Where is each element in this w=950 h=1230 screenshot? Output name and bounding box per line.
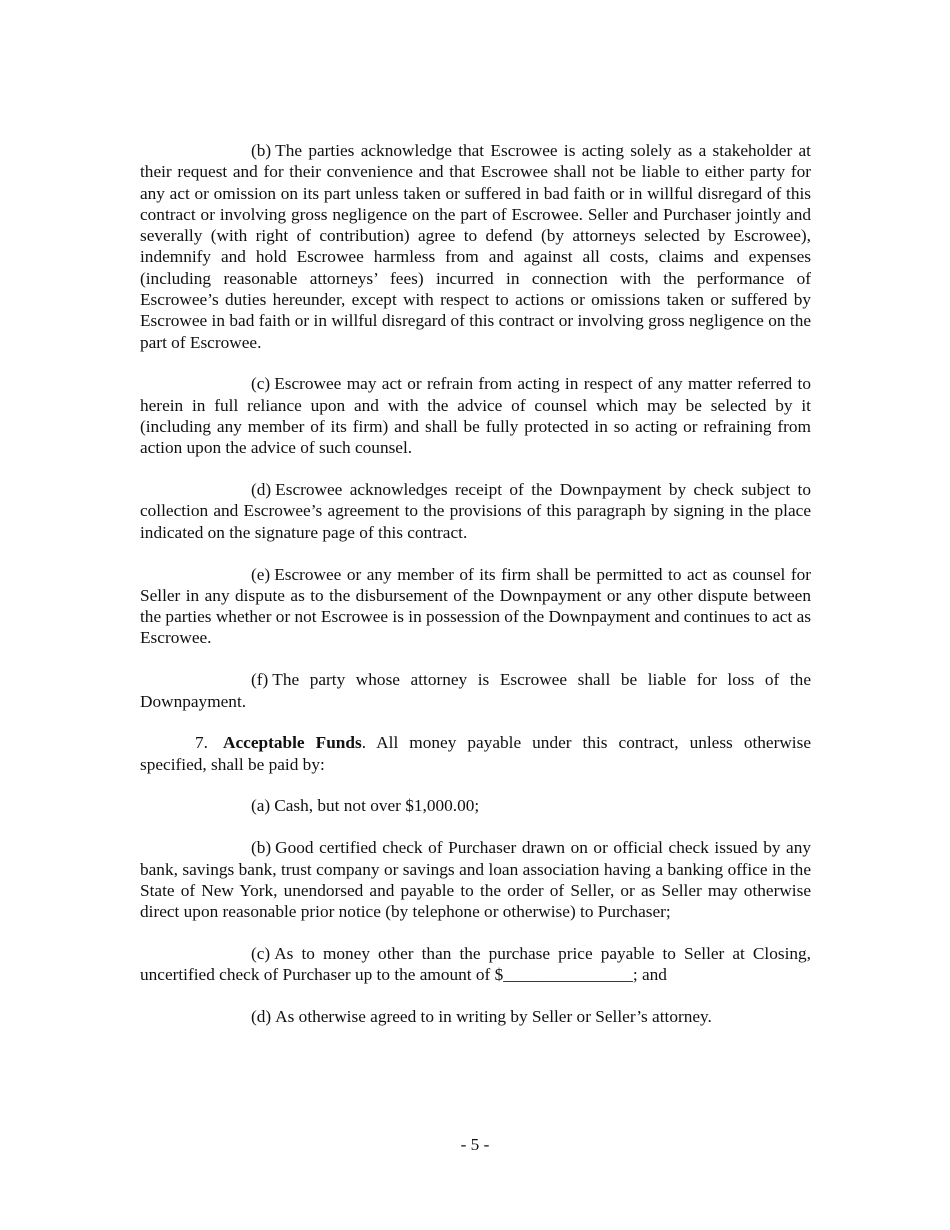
paragraph-text: Cash, but not over $1,000.00; xyxy=(274,796,480,816)
paragraph-label: (c) xyxy=(251,374,271,394)
paragraph-label: (e) xyxy=(251,564,271,584)
paragraph-text: As otherwise agreed to in writing by Seller or Seller’s attorney. xyxy=(275,1007,712,1026)
document-body xyxy=(140,140,811,1048)
paragraph-text: The parties acknowledge that Escrowee is acting solely as a stakeholder at their request and for their convenience and that Escrowee shall not be liable to either party for any act or omission on its part unless taken or suffered in bad faith or in willful disregard of this contract or involving gross negligence on the part of Escrowee. Seller and Purchaser jointly and severally (with right of contribution) agree to defend (by attorneys selected by Escrowee), indemnify and hold Escrowee harmless from and against all costs, claims and expenses (including reasonable attorneys’ fees) incurred in connection with the performance of Escrowee’s duties hereunder, except with respect to actions or omissions taken or suffered by Escrowee in bad faith or in willful disregard of this contract or involving gross negligence on the part of Escrowee. xyxy=(140,141,811,352)
paragraph-b-escrowee-stakeholder xyxy=(140,140,811,353)
paragraph-label: (d) xyxy=(251,1007,272,1026)
section-heading: Acceptable Funds xyxy=(223,733,362,753)
page-number: - 5 - xyxy=(460,1135,490,1154)
paragraph-text: Escrowee or any member of its firm shall be permitted to act as counsel for Seller in any dispute as to the disbursement of the Downpayment or any other dispute between the parties whether or not Escrowee is in possession of the Downpayment and continues to act as Escrowee. xyxy=(140,564,811,648)
paragraph-text: Escrowee may act or refrain from acting in respect of any matter referred to herein in full reliance upon and with the advice of counsel which may be selected by it (including any member of its firm) and shall be fully protected in so acting or refraining from action upon the advice of such counsel. xyxy=(140,374,811,458)
section-text: . All money payable under this contract, unless otherwise specified, shall be paid by: xyxy=(140,733,812,774)
paragraph-e-counsel-for-seller xyxy=(140,564,811,649)
paragraph-text: Escrowee acknowledges receipt of the Downpayment by check subject to collection and Escrowee’s agreement to the provisions of this paragraph by signing in the place indicated on the signature page of this contract. xyxy=(140,480,811,542)
paragraph-d-receipt-of-downpayment xyxy=(140,479,811,543)
paragraph-7d-otherwise-agreed xyxy=(140,1006,811,1027)
paragraph-label: (d) xyxy=(251,480,272,500)
section-7-acceptable-funds xyxy=(140,732,811,775)
paragraph-text: The party whose attorney is Escrowee shall be liable for loss of the Downpayment. xyxy=(140,670,811,711)
paragraph-7a-cash xyxy=(140,795,811,816)
paragraph-7b-certified-check xyxy=(140,837,811,922)
paragraph-label: (c) xyxy=(251,943,271,963)
paragraph-c-advice-of-counsel xyxy=(140,373,811,458)
paragraph-label: (b) xyxy=(251,838,272,858)
paragraph-7c-uncertified-check xyxy=(140,943,811,986)
paragraph-text: Good certified check of Purchaser drawn on or official check issued by any bank, savings bank, trust company or savings and loan association having a banking office in the State of New York, unendorsed and payable to the order of Seller, or as Seller may otherwise direct upon reasonable prior notice (by telephone or otherwise) to Purchaser; xyxy=(140,838,811,922)
paragraph-f-liability-for-loss xyxy=(140,669,811,712)
paragraph-label: (a) xyxy=(251,796,271,816)
paragraph-label: (f) xyxy=(251,670,269,690)
paragraph-text: As to money other than the purchase price payable to Seller at Closing, uncertified check of Purchaser up to the amount of $_______________; and xyxy=(140,943,811,985)
section-number: 7. xyxy=(195,733,208,753)
paragraph-label: (b) xyxy=(251,141,272,160)
